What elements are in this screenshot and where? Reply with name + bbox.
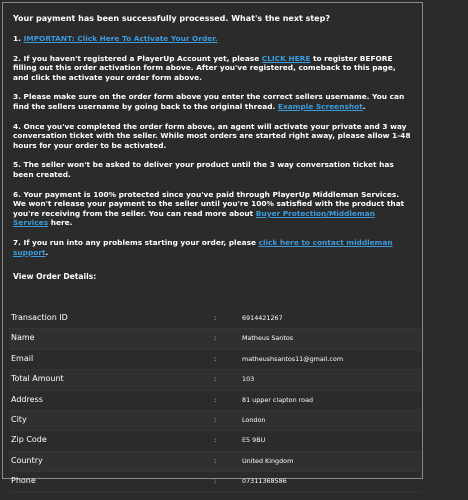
order-details-table — [9, 309, 421, 493]
detail-label: City — [11, 414, 27, 424]
table-row — [9, 431, 421, 451]
detail-value: 81 upper clapton road — [242, 395, 314, 404]
step-5-text: 5. The seller won't be asked to deliver your product until the 3 way conversation ticket has been created. — [13, 160, 394, 179]
step-2-text: 2. If you haven't registered a PlayerUp Account yet, please — [13, 53, 262, 63]
detail-value: 6914421267 — [242, 314, 283, 322]
table-row — [9, 472, 421, 492]
step-6 — [13, 190, 412, 228]
detail-label: Name — [11, 333, 35, 343]
step-2 — [13, 54, 412, 83]
detail-label: Address — [11, 394, 43, 404]
detail-label: Email — [11, 353, 34, 363]
detail-separator: : — [214, 354, 217, 363]
step-6-suffix: here. — [48, 218, 73, 228]
detail-value: London — [242, 415, 266, 424]
example-screenshot-link[interactable]: Example Screenshot — [277, 101, 363, 111]
detail-value: matheushsantos11@gmail.com — [242, 354, 344, 363]
step-1 — [13, 34, 412, 44]
table-row — [9, 391, 421, 411]
register-link[interactable]: CLICK HERE — [261, 53, 311, 63]
table-row — [9, 350, 421, 370]
step-2-suffix: to register BEFORE filling out this order activation form above. After you've registered, comeback to this page, and click the activate your order form above. — [13, 53, 396, 82]
detail-separator: : — [214, 395, 217, 404]
table-row — [9, 370, 421, 390]
activate-order-link[interactable]: IMPORTANT: Click Here To Activate Your Order. — [23, 34, 218, 43]
detail-separator: : — [214, 314, 217, 322]
table-row — [9, 452, 421, 472]
detail-separator: : — [214, 415, 217, 424]
view-order-details-title: View Order Details: — [13, 272, 97, 282]
step-7-suffix: . — [45, 247, 49, 257]
table-row — [9, 309, 421, 329]
detail-separator: : — [214, 334, 217, 343]
contact-support-link[interactable]: click here to contact middleman support — [13, 237, 393, 257]
step-1-prefix: 1. — [13, 34, 24, 43]
step-7 — [13, 238, 412, 257]
buyer-protection-link[interactable]: Buyer Protection/Middleman Services — [13, 208, 375, 228]
step-4 — [13, 122, 412, 151]
detail-separator: : — [214, 375, 217, 384]
detail-value: United Kingdom — [242, 456, 294, 465]
step-3 — [13, 92, 412, 111]
step-6-text: 6. Your payment is 100% protected since you've paid through PlayerUp Middleman Services. We won't release your payment to the seller until you're 100% satisfied with the product that you're receiving from the seller. You can read more about — [13, 189, 405, 218]
step-4-text: 4. Once you've completed the order form above, an agent will activate your private and 3 way conversation ticket with the seller. While most orders are started right away, please allow 1-48 hours for your order to be activated. — [13, 121, 411, 150]
step-7-text: 7. If you run into any problems starting your order, please — [13, 237, 259, 247]
detail-value: Matheus Santos — [242, 334, 294, 343]
detail-value: 103 — [242, 375, 255, 384]
table-row — [9, 329, 421, 349]
step-5 — [13, 160, 412, 179]
detail-separator: : — [214, 436, 217, 445]
detail-label: Phone — [11, 476, 36, 486]
detail-value: E5 9BU — [242, 436, 266, 445]
page-headline: Your payment has been successfully processed. What's the next step? — [13, 14, 330, 23]
detail-label: Zip Code — [11, 435, 47, 445]
detail-value: 07311368586 — [242, 477, 287, 486]
detail-separator: : — [214, 477, 217, 486]
detail-label: Transaction ID — [11, 313, 68, 322]
order-confirmation-panel — [2, 2, 423, 486]
detail-label: Country — [11, 455, 43, 465]
detail-separator: : — [214, 456, 217, 465]
detail-label: Total Amount — [11, 374, 64, 384]
table-row — [9, 411, 421, 431]
step-3-text: 3. Please make sure on the order form above you enter the correct sellers username. You can find the sellers username by going back to the original thread. — [13, 92, 405, 111]
step-3-suffix: . — [362, 101, 366, 111]
instructions — [3, 3, 422, 281]
